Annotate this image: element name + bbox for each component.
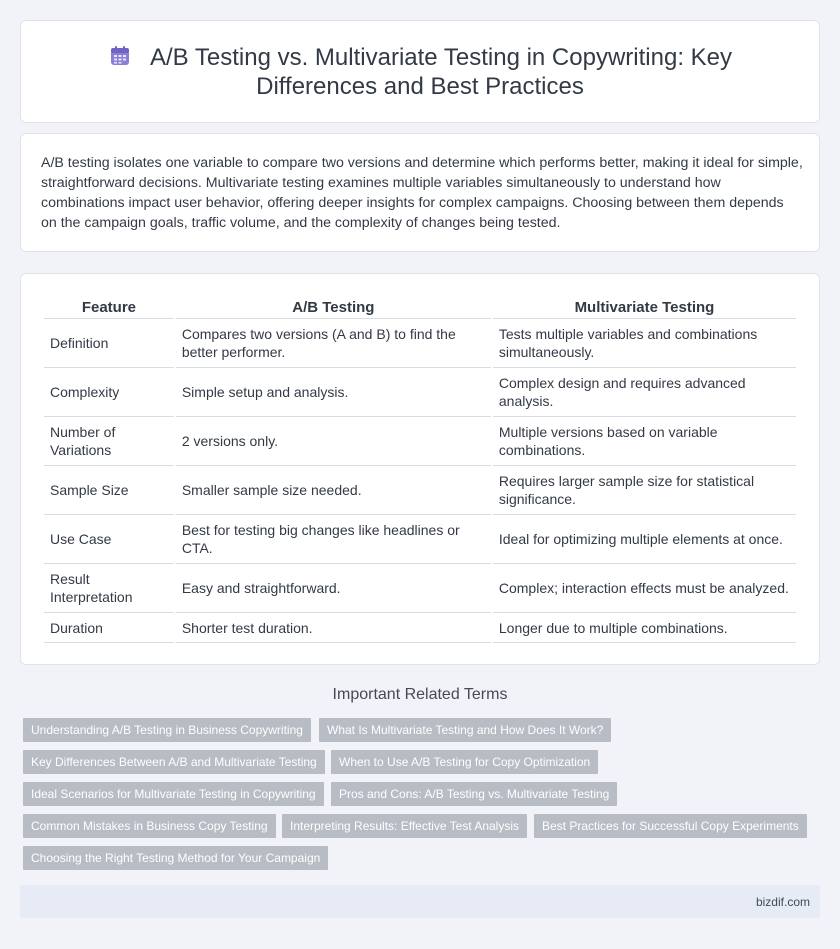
header-multivariate-testing: Multivariate Testing xyxy=(493,296,796,319)
row-mv-cell: Complex; interaction effects must be analyzed. xyxy=(493,564,796,613)
header-feature: Feature xyxy=(44,296,174,319)
row-feature-cell: Sample Size xyxy=(44,466,174,515)
header-card xyxy=(20,20,820,123)
related-term-tag[interactable]: Understanding A/B Testing in Business Copywriting xyxy=(23,718,311,742)
row-ab-cell: Easy and straightforward. xyxy=(176,564,491,613)
table-row xyxy=(44,417,796,466)
related-term-tag[interactable]: Choosing the Right Testing Method for Your Campaign xyxy=(23,846,328,870)
row-ab-cell: Compares two versions (A and B) to find the better performer. xyxy=(176,319,491,368)
table-header-row xyxy=(44,296,796,319)
related-term-tag[interactable]: Ideal Scenarios for Multivariate Testing in Copywriting xyxy=(23,782,324,806)
comparison-table xyxy=(42,296,798,643)
table-row xyxy=(44,613,796,643)
footer-site-link[interactable]: bizdif.com xyxy=(755,895,810,909)
row-feature-cell: Result Interpretation xyxy=(44,564,174,613)
related-term-tag[interactable]: Pros and Cons: A/B Testing vs. Multivariate Testing xyxy=(331,782,617,806)
row-feature-cell: Number of Variations xyxy=(44,417,174,466)
related-term-tag[interactable]: Best Practices for Successful Copy Experiments xyxy=(534,814,807,838)
row-feature-cell: Duration xyxy=(44,613,174,643)
related-terms-heading: Important Related Terms xyxy=(332,686,508,703)
row-mv-cell: Longer due to multiple combinations. xyxy=(493,613,796,643)
row-ab-cell: 2 versions only. xyxy=(176,417,491,466)
calendar-icon xyxy=(108,44,132,68)
row-ab-cell: Best for testing big changes like headlines or CTA. xyxy=(176,515,491,564)
table-row xyxy=(44,466,796,515)
row-mv-cell: Complex design and requires advanced analysis. xyxy=(493,368,796,417)
table-row xyxy=(44,319,796,368)
related-term-tag[interactable]: Key Differences Between A/B and Multivariate Testing xyxy=(23,750,325,774)
footer xyxy=(20,885,820,918)
row-ab-cell: Smaller sample size needed. xyxy=(176,466,491,515)
table-row xyxy=(44,515,796,564)
row-ab-cell: Shorter test duration. xyxy=(176,613,491,643)
related-term-tag[interactable]: Interpreting Results: Effective Test Analysis xyxy=(282,814,527,838)
page-title: A/B Testing vs. Multivariate Testing in Copywriting: Key Differences and Best Practices xyxy=(149,44,733,100)
comparison-table-card xyxy=(20,273,820,665)
row-feature-cell: Definition xyxy=(44,319,174,368)
table-row xyxy=(44,368,796,417)
related-term-tag[interactable]: When to Use A/B Testing for Copy Optimization xyxy=(331,750,598,774)
row-mv-cell: Ideal for optimizing multiple elements at once. xyxy=(493,515,796,564)
row-mv-cell: Tests multiple variables and combinations simultaneously. xyxy=(493,319,796,368)
row-mv-cell: Multiple versions based on variable combinations. xyxy=(493,417,796,466)
row-mv-cell: Requires larger sample size for statistical significance. xyxy=(493,466,796,515)
row-feature-cell: Complexity xyxy=(44,368,174,417)
table-row xyxy=(44,564,796,613)
intro-card xyxy=(20,133,820,252)
related-term-tag[interactable]: What Is Multivariate Testing and How Does It Work? xyxy=(319,718,611,742)
row-ab-cell: Simple setup and analysis. xyxy=(176,368,491,417)
page-title-wrap xyxy=(21,43,819,101)
related-term-tag[interactable]: Common Mistakes in Business Copy Testing xyxy=(23,814,276,838)
intro-text: A/B testing isolates one variable to compare two versions and determine which performs better, making it ideal for simple, straightforward decisions. Multivariate testing examines multiple variables simultaneously to understand how combinations impact user behavior, offering deeper insights for complex campaigns. Choosing between them depends on the campaign goals, traffic volume, and the complexity of changes being tested. xyxy=(41,155,803,231)
row-feature-cell: Use Case xyxy=(44,515,174,564)
header-ab-testing: A/B Testing xyxy=(176,296,491,319)
